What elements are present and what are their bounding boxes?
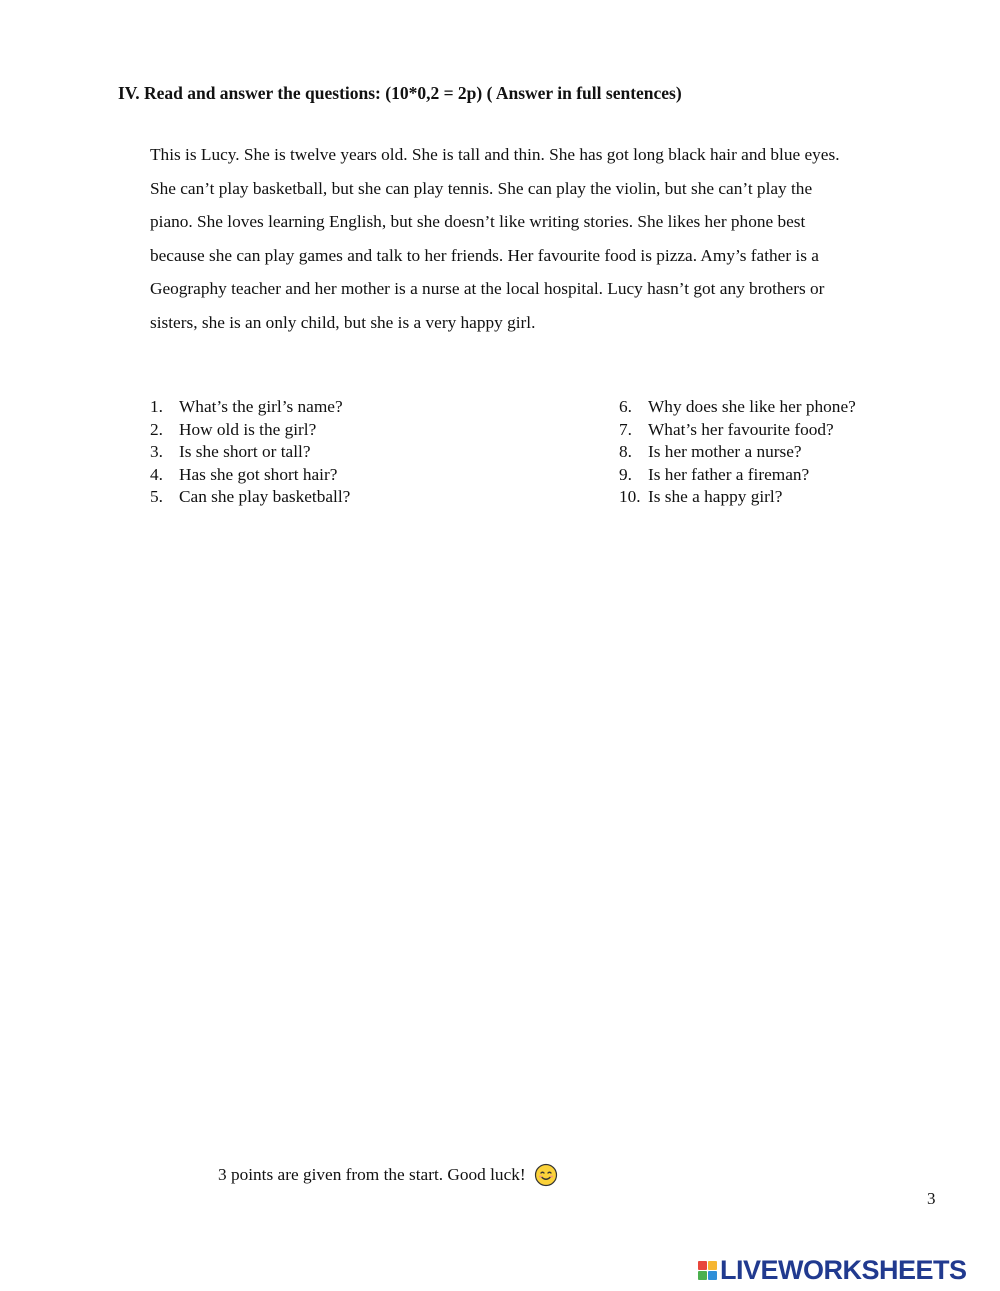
question-number: 3. [150,442,163,462]
section-heading: IV. Read and answer the questions: (10*0,2 = 2p) ( Answer in full sentences) [118,83,682,103]
passage-line: She can’t play basketball, but she can play tennis. She can play the violin, but she can’t play the [150,178,813,198]
passage-line: This is Lucy. She is twelve years old. She is tall and thin. She has got long black hair and blue eyes. [150,145,840,164]
reading-passage [150,138,950,340]
question-item [150,441,350,464]
questions-right-column [619,396,856,509]
footer-note [218,1163,558,1187]
footer-note-text: 3 points are given from the start. Good luck! [218,1165,526,1184]
question-item [619,396,856,419]
page-number: 3 [927,1189,936,1208]
passage-line: sisters, she is an only child, but she is a very happy girl. [150,312,536,332]
question-number: 5. [150,487,163,507]
question-item [619,486,856,509]
question-text: Is she short or tall? [179,442,311,462]
question-text: Why does she like her phone? [648,397,856,416]
question-item [619,464,856,487]
question-number: 2. [150,419,163,439]
passage-line: Geography teacher and her mother is a nurse at the local hospital. Lucy hasn’t got any brothers or [150,279,825,299]
question-number: 1. [150,397,163,416]
question-item [150,464,350,487]
liveworksheets-logo [698,1255,967,1286]
question-item [150,419,350,442]
question-text: Is her father a fireman? [648,464,810,484]
question-text: How old is the girl? [179,419,317,439]
question-text: What’s the girl’s name? [179,397,343,416]
question-number: 4. [150,464,163,484]
question-text: Is she a happy girl? [648,487,783,507]
question-item [619,419,856,442]
passage-line: piano. She loves learning English, but she doesn’t like writing stories. She likes her phone best [150,212,806,232]
question-text: Is her mother a nurse? [648,442,802,462]
question-item [619,441,856,464]
question-text: Has she got short hair? [179,464,338,484]
smiley-face-icon [534,1163,558,1187]
question-number: 7. [619,419,632,439]
question-text: Can she play basketball? [179,487,351,507]
question-item [150,486,350,509]
liveworksheets-mark-icon [698,1261,717,1280]
question-number: 10. [619,487,641,507]
questions-left-column [150,396,350,509]
passage-line: because she can play games and talk to her friends. Her favourite food is pizza. Amy’s father is a [150,245,819,265]
question-number: 9. [619,464,632,484]
question-text: What’s her favourite food? [648,419,834,439]
brand-name: LIVEWORKSHEETS [720,1255,967,1285]
question-number: 6. [619,397,632,416]
question-item [150,396,350,419]
question-number: 8. [619,442,632,462]
